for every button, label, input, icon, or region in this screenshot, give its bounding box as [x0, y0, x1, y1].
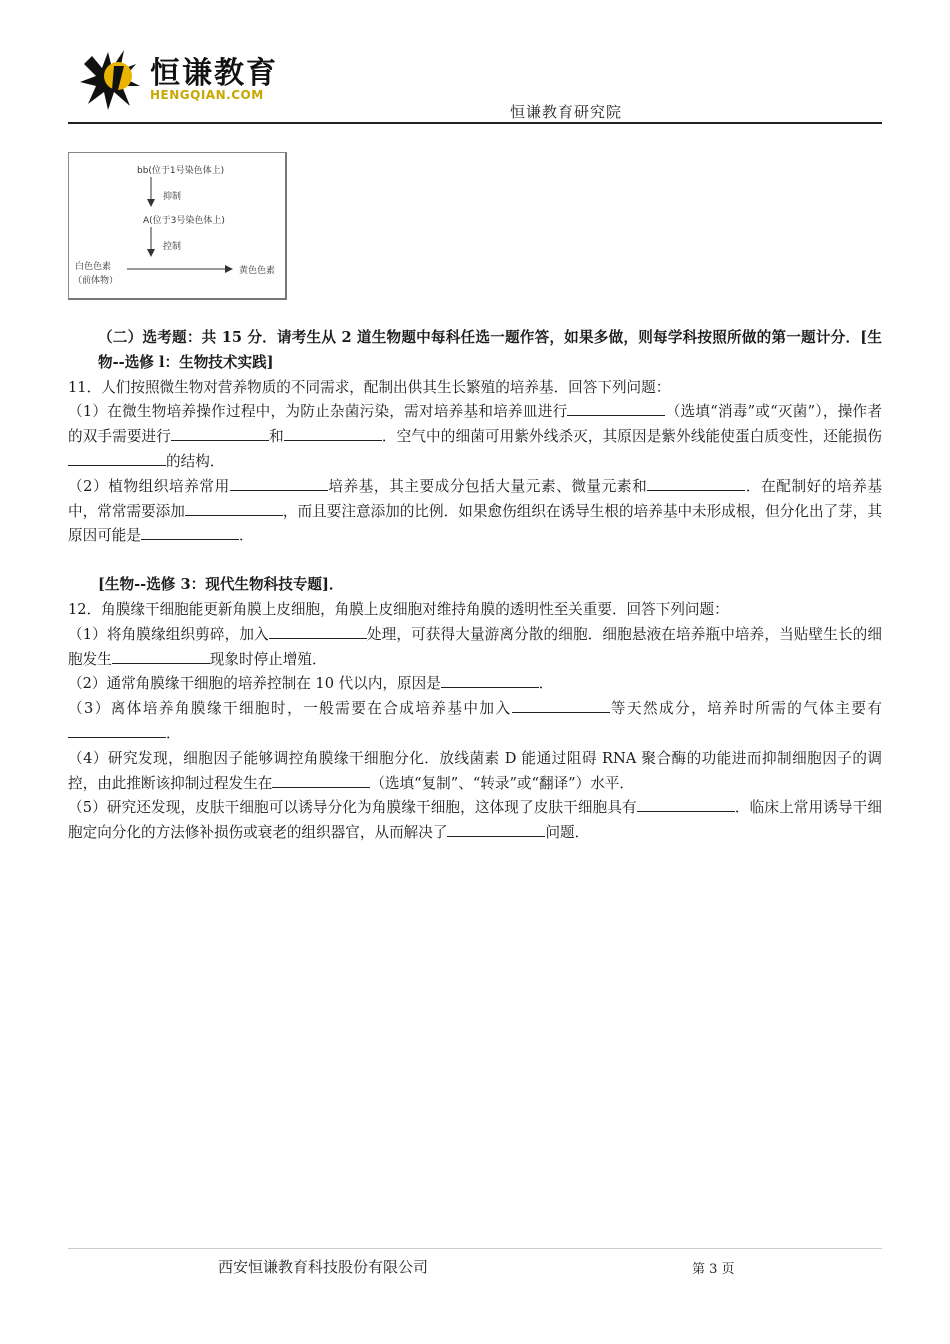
answer-blank: [637, 797, 735, 813]
footer-company: 西安恒谦教育科技股份有限公司: [218, 1258, 429, 1276]
answer-blank: [112, 648, 210, 664]
answer-blank: [647, 475, 745, 491]
section-intro: （二）选考题：共 15 分．请考生从 2 道生物题中每科任选一题作答，如果多做，则每学科按照所做的第一题计分．[生物--选修 l：生物技术实践]: [98, 329, 882, 371]
mid-gene-label: A(位于3号染色体上): [143, 216, 225, 226]
answer-blank: [567, 401, 665, 417]
right-arrow-icon: [127, 265, 233, 273]
answer-blank: [441, 673, 539, 689]
gene-regulation-diagram: [68, 152, 287, 300]
arrow2-label: 控制: [163, 242, 182, 252]
answer-blank: [284, 426, 382, 442]
q12-part1: （1）将角膜缘组织剪碎，加入 处理，可获得大量游离分散的细胞．细胞悬液在培养瓶中培养，当贴壁生长的细胞发生 现象时停止增殖．: [68, 623, 882, 673]
q12-part2: （2）通常角膜缘干细胞的培养控制在 10 代以内，原因是 ．: [68, 672, 882, 697]
q12-stem: 12．角膜缘干细胞能更新角膜上皮细胞，角膜上皮细胞对维持角膜的透明性至关重要．回答下列问题：: [68, 600, 729, 618]
right-pigment-label: 黄色色素: [239, 266, 276, 276]
institute-name: 恒谦教育研究院: [510, 103, 623, 121]
answer-blank: [185, 500, 283, 516]
left-pigment-note: （前体物）: [73, 276, 119, 286]
logo-url: HENGQIAN.COM: [150, 88, 264, 102]
arrow1-label: 抑制: [163, 192, 182, 202]
q12-part4: （4）研究发现，细胞因子能够调控角膜缘干细胞分化．放线菌素 D 能通过阻碍 RNA 聚合酶的功能进而抑制细胞因子的调控，由此推断该抑制过程发生在 （选填“复制”、“转录”或“翻译”）水平．: [68, 749, 882, 792]
answer-blank: [272, 772, 370, 788]
answer-blank: [68, 450, 166, 466]
top-gene-label: bb(位于1号染色体上): [137, 166, 225, 176]
q11-part1: （1）在微生物培养操作过程中，为防止杂菌污染，需对培养基和培养皿进行 （选填“消毒”或“灭菌”），操作者的双手需要进行 和 ．空气中的细菌可用紫外线杀灭，其原因是紫外线能使蛋白质变性，还能损伤的结构．: [68, 400, 882, 474]
left-pigment-label: 白色色素: [75, 262, 112, 272]
down-arrow-icon: [147, 227, 155, 257]
page-number: 第 3 页: [692, 1262, 735, 1277]
logo-mark-icon: [78, 46, 146, 114]
answer-blank: [171, 426, 269, 442]
answer-blank: [447, 822, 545, 838]
company-logo: [78, 46, 298, 116]
footer-divider: [68, 1248, 882, 1249]
answer-blank: [512, 698, 610, 714]
answer-blank: [68, 722, 166, 738]
answer-blank: [141, 525, 239, 541]
logo-text: 恒谦教育: [150, 56, 278, 91]
elective3-heading: [生物--选修 3：现代生物科技专题]．: [98, 576, 344, 594]
q12-part3: （3）离体培养角膜缘干细胞时，一般需要在合成培养基中加入 等天然成分，培养时所需的气体主要有．: [68, 697, 882, 747]
q12-part5: （5）研究还发现，皮肤干细胞可以诱导分化为角膜缘干细胞，这体现了皮肤干细胞具有 ．临床上常用诱导干细胞定向分化的方法修补损伤或衰老的组织器官，从而解决了 问题．: [68, 796, 882, 846]
answer-blank: [269, 623, 367, 639]
down-arrow-icon: [147, 177, 155, 207]
question-content: [68, 326, 882, 846]
header-divider: [68, 122, 882, 124]
answer-blank: [230, 475, 328, 491]
q11-part2: （2）植物组织培养常用 培养基，其主要成分包括大量元素、微量元素和 ．在配制好的培养基中，常常需要添加 ，而且要注意添加的比例．如果愈伤组织在诱导生根的培养基中未形成根，但分化出了芽，其原因可能是 ．: [68, 475, 882, 549]
q11-stem: 11．人们按照微生物对营养物质的不同需求，配制出供其生长繁殖的培养基．回答下列问题：: [68, 378, 671, 396]
